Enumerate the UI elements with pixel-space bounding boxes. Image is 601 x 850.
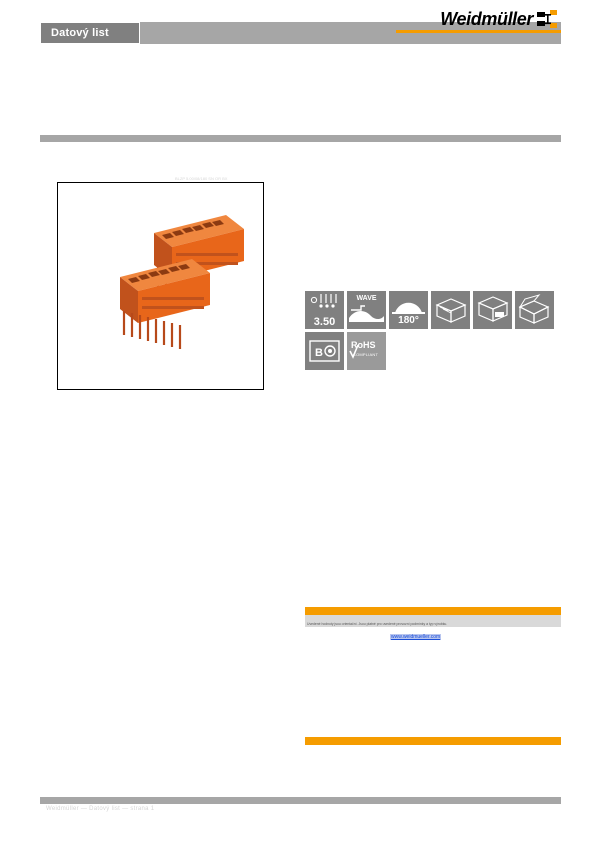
marking-icon <box>305 332 344 370</box>
packaging-carton-icon <box>473 291 512 329</box>
packaging-box-glyph <box>431 291 470 329</box>
feature-icon-row-1 <box>305 291 563 329</box>
svg-text:B: B <box>315 347 323 359</box>
pcb-connector-photo-icon <box>58 183 263 389</box>
feature-icon-row-2 <box>305 332 563 370</box>
feature-icon-grid <box>305 291 563 373</box>
wave-solder-icon <box>347 291 386 329</box>
logo-underline <box>396 30 561 33</box>
packaging-box-icon <box>431 291 470 329</box>
product-image <box>57 182 264 390</box>
document-type-tab <box>40 22 140 44</box>
rohs-label: RoHS <box>351 340 376 350</box>
marking-glyph <box>305 332 344 370</box>
angle-glyph <box>389 291 428 317</box>
header-divider <box>40 135 561 142</box>
weidmuller-logo-mark-icon <box>537 10 561 28</box>
wave-solder-glyph <box>347 304 386 328</box>
pitch-icon <box>305 291 344 329</box>
note-text: Uvedené hodnoty jsou orientační. Jsou platné pro uvedené provozní podmínky a typ výrobku. <box>307 622 448 626</box>
product-caption: BLZP 5.00/08/180 SN OR BX <box>175 176 228 181</box>
document-type-label: Datový list <box>51 27 109 39</box>
packaging-open-box-glyph <box>515 291 554 329</box>
orange-bar-1 <box>305 607 561 615</box>
wave-solder-label: WAVE <box>356 295 377 302</box>
pitch-icon-glyph <box>305 291 344 317</box>
brand-name: Weidmüller <box>440 9 533 29</box>
rohs-compliant-icon <box>347 332 386 370</box>
brand-logo <box>396 8 561 34</box>
footer-text: Weidmüller — Datový list — strana 1 <box>46 806 155 812</box>
packaging-carton-glyph <box>473 291 512 329</box>
orange-bar-2 <box>305 737 561 745</box>
angle-icon-label: 180° <box>398 315 419 326</box>
rohs-sublabel: COMPLIANT <box>353 352 379 357</box>
angle-icon <box>389 291 428 329</box>
pitch-icon-label: 3.50 <box>313 316 336 328</box>
packaging-open-box-icon <box>515 291 554 329</box>
footer-divider <box>40 797 561 804</box>
note-link[interactable]: www.weidmueller.com <box>391 634 441 640</box>
